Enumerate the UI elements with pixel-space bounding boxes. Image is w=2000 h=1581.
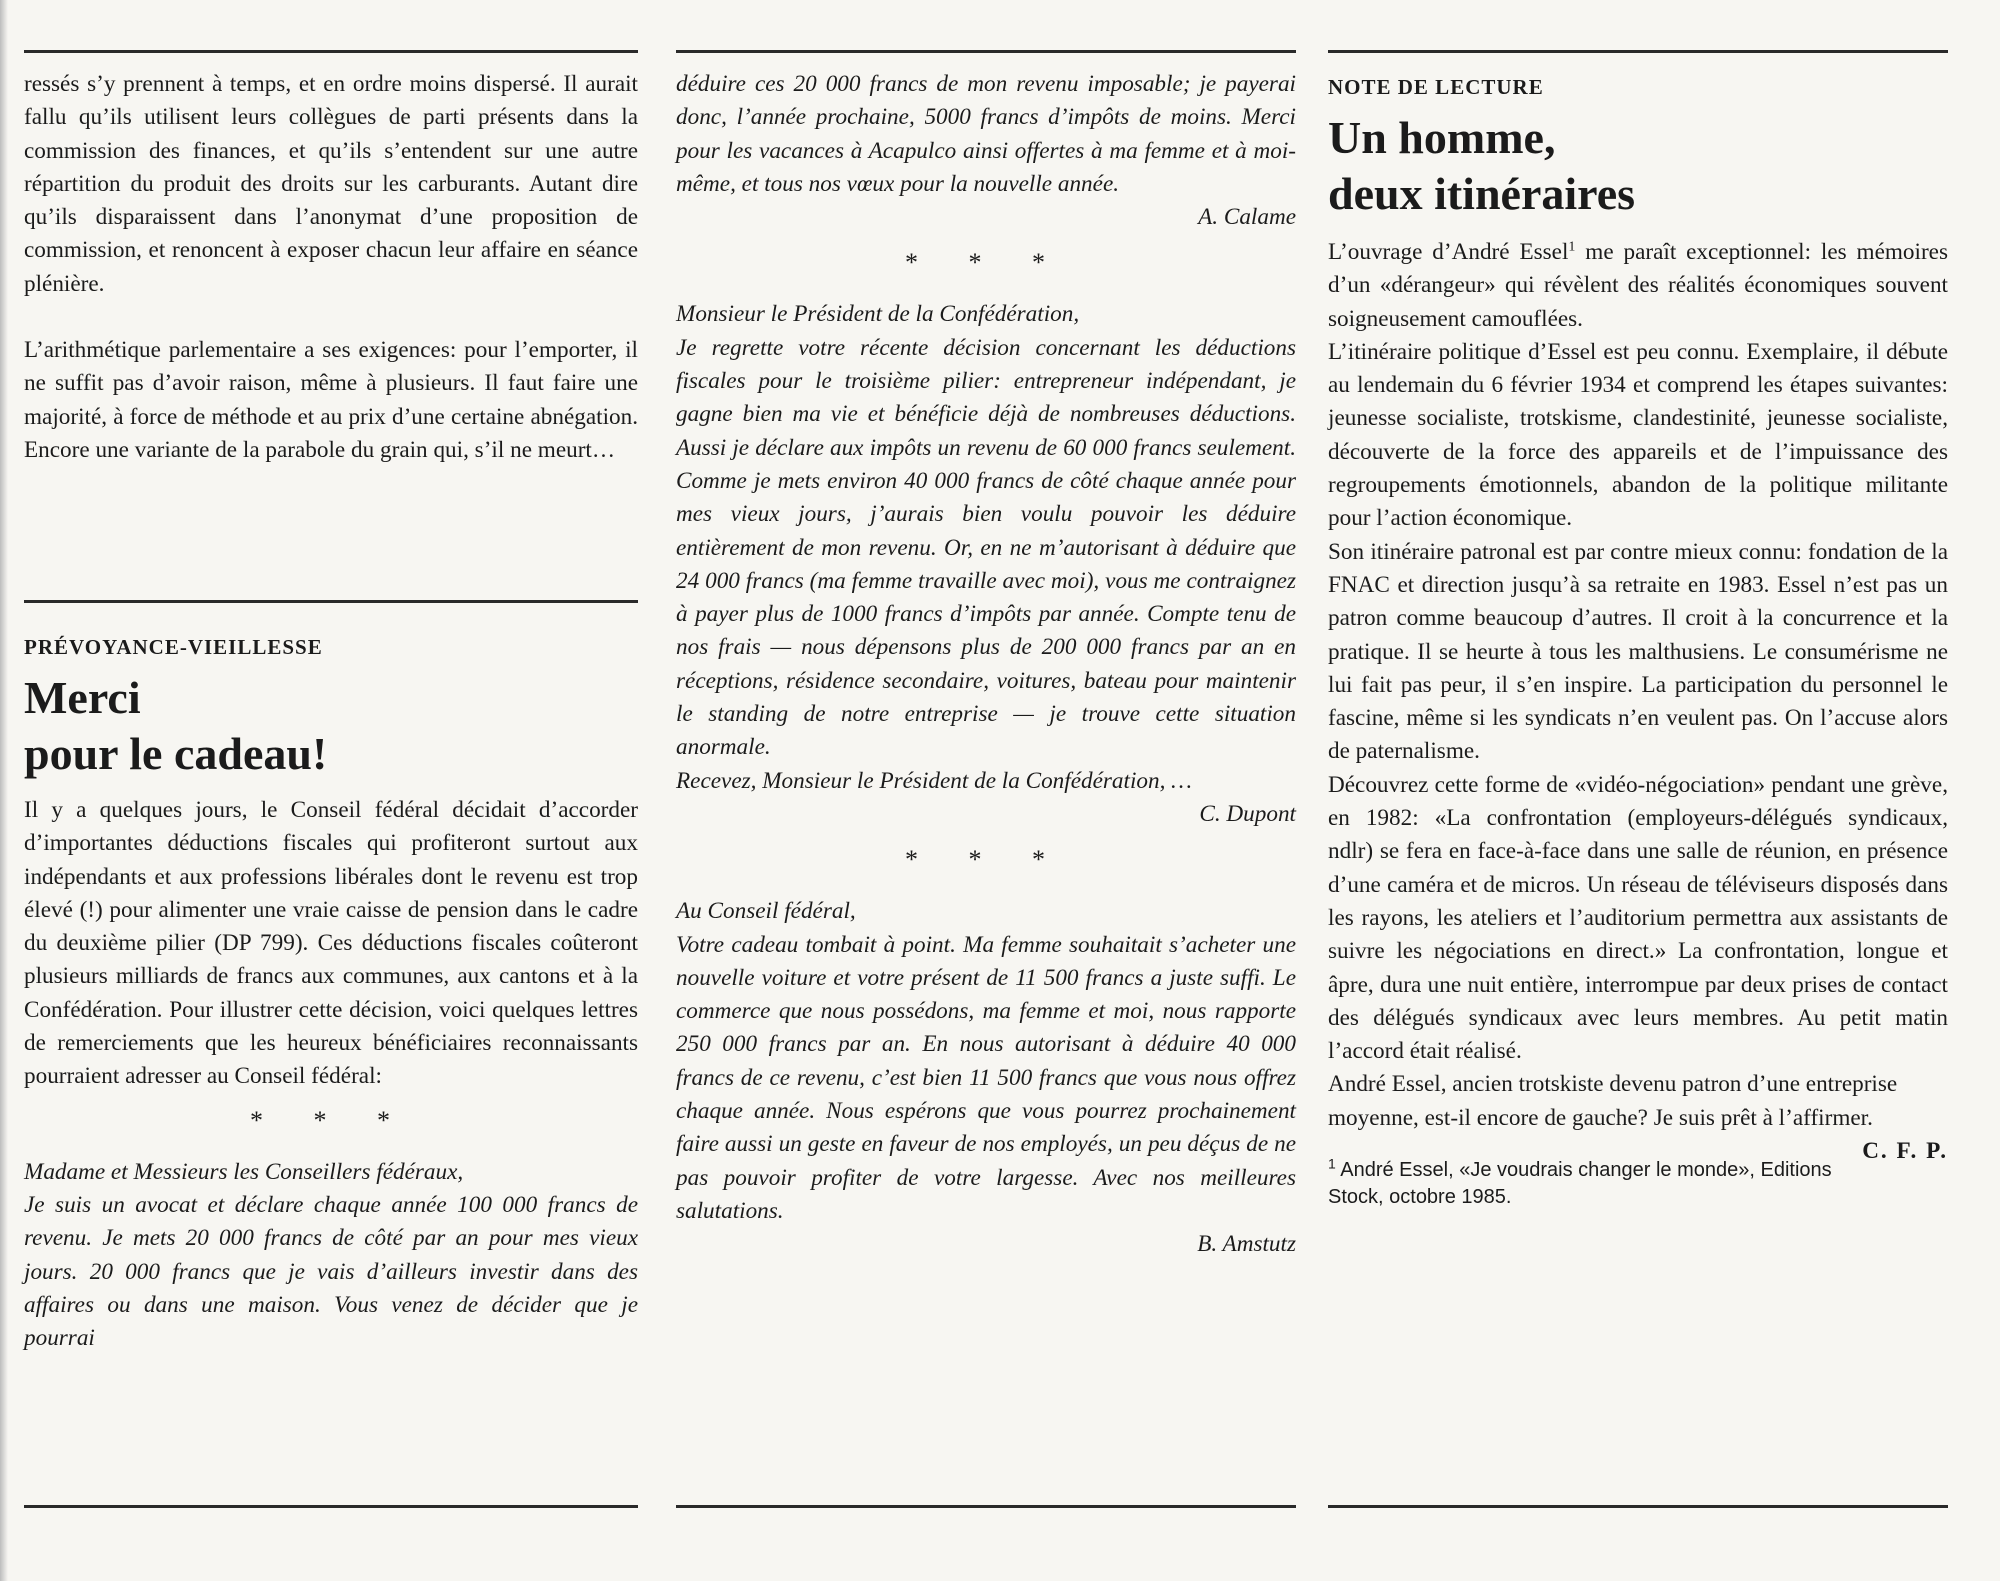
- text-run: me paraît exceptionnel: les mémoires d’un «dérangeur» qui révèlent des réalités économiques souvent soigneusement camouflées.: [1328, 239, 1948, 332]
- article-merci-pour-le-cadeau: [24, 632, 638, 1355]
- headline-line-1: Merci: [24, 672, 141, 723]
- paragraph: Son itinéraire patronal est par contre mieux connu: fondation de la FNAC et direction jusqu’à sa retraite en 1983. Essel n’est pas un patron comme beaucoup d’autres. Il croit à la concurrence et la pratique. Il se heurte à tous les malthusiens. Le consumérisme ne lui fait pas peur, il s’en inspire. La participation du personnel le fascine, même si les syndicats n’en veulent pas. On l’accuse alors de paternalisme.: [1328, 538, 1948, 765]
- footnote-ref: 1: [1568, 239, 1576, 255]
- text-run: André Essel, ancien trotskiste devenu patron d’une entreprise moyenne, est-il encore de gauche? Je suis prêt à l’affirmer.: [1328, 1071, 1898, 1131]
- letter-salutation: Au Conseil fédéral,: [676, 898, 856, 925]
- letter-closing: Recevez, Monsieur le Président de la Confédération, …: [676, 767, 1192, 794]
- letter-salutation: Madame et Messieurs les Conseillers fédéraux,: [24, 1158, 464, 1185]
- article-headline: [24, 670, 638, 782]
- paragraph: L’itinéraire politique d’Essel est peu connu. Exemplaire, il débute au lendemain du 6 février 1934 et comprend les étapes suivantes: jeunesse socialiste, trotskisme, clandestinité, jeunesse socialiste, découverte de la force des appareils et de l’impuissance des regroupements émotionnels, abandon de la politique militante pour l’action économique.: [1328, 338, 1948, 532]
- letters-continued: [676, 68, 1296, 1262]
- headline-line-2: deux itinéraires: [1328, 168, 1636, 219]
- letter-body: Je suis un avocat et déclare chaque année 100 000 francs de revenu. Je mets 20 000 francs de côté par an pour mes vieux jours. 20 000 francs que je vais d’ailleurs investir dans des affaires ou dans une maison. Vous venez de décider que je pourrai: [24, 1191, 638, 1352]
- bottom-rule: [1328, 1505, 1948, 1508]
- top-rule: [676, 50, 1296, 53]
- letter-salutation: Monsieur le Président de la Confédération,: [676, 301, 1080, 328]
- letter-body: Votre cadeau tombait à point. Ma femme souhaitait s’acheter une nouvelle voiture et votre présent de 11 500 francs a juste suffi. Le commerce que nous possédons, ma femme et moi, nous rapporte 250 000 francs par an. En nous autorisant à déduire 40 000 francs de ce revenu, c’est bien 11 500 francs que vous nous offrez chaque année. Nous espérons que vous pourrez prochainement faire aussi un geste en faveur de nos employés, un peu déçus de ne pas pouvoir profiter de votre largesse. Avec nos meilleures salutations.: [676, 931, 1296, 1224]
- footnote-text: André Essel, «Je voudrais changer le monde», Editions Stock, octobre 1985.: [1328, 1159, 1832, 1209]
- top-rule: [1328, 50, 1948, 53]
- footnote-number: 1: [1328, 1155, 1336, 1172]
- separator-stars: * * *: [250, 1105, 412, 1135]
- article-kicker: PRÉVOYANCE-VIEILLESSE: [24, 635, 323, 659]
- letter-signature: B. Amstutz: [1197, 1231, 1296, 1258]
- article-un-homme-deux-itineraires: [1328, 72, 1948, 1211]
- bottom-rule: [676, 1505, 1296, 1508]
- separator-stars: * * *: [905, 248, 1067, 278]
- headline-line-1: Un homme,: [1328, 112, 1556, 163]
- paragraph-with-signature: [1328, 1068, 1948, 1165]
- author-signature: C. F. P.: [1862, 1138, 1948, 1165]
- paragraph: [1328, 236, 1948, 336]
- letter-signature: C. Dupont: [1199, 800, 1296, 827]
- separator-stars: * * *: [905, 845, 1067, 875]
- top-rule: [24, 50, 638, 53]
- paragraph: L’arithmétique parlementaire a ses exigences: pour l’emporter, il ne suffit pas d’avoir raison, même à plusieurs. Il faut faire une majorité, à force de méthode et au prix d’une certaine abnégation. Encore une variante de la parabole du grain qui, s’il ne meurt…: [24, 337, 638, 463]
- section-divider: [24, 600, 638, 603]
- letter-body: Je regrette votre récente décision concernant les déductions fiscales pour le troisième pilier: entrepreneur indépendant, je gagne bien ma vie et bénéficie déjà de nombreuses déductions. Aussi je déclare aux impôts un revenu de 60 000 francs seulement. Comme je mets environ 40 000 francs de côté chaque année pour mes vieux jours, j’aurais bien voulu pouvoir les déduire entièrement de mon revenu. Or, en ne m’autorisant à déduire que 24 000 francs (ma femme travaille avec moi), vous me contraignez à payer plus de 1000 francs d’impôts par année. Compte tenu de nos frais — nous dépensons plus de 200 000 francs par an en réceptions, résidence secondaire, voitures, bateau pour maintenir le standing de notre entreprise — je trouve cette situation anormale.: [676, 334, 1296, 761]
- scan-edge-shadow: [0, 0, 8, 1581]
- paragraph: Découvrez cette forme de «vidéo-négociation» pendant une grève, en 1982: «La confrontation (employeurs-délégués syndicaux, ndlr) se fera en face-à-face dans une salle de réunion, en présence d’une caméra et de micros. Un réseau de téléviseurs disposés dans les rayons, les ateliers et l’auditorium permettra aux assistants de suivre les négociations en direct.» La confrontation, longue et âpre, dura une nuit entière, interrompue par deux prises de contact des délégués syndicaux avec leurs membres. Au petit matin l’accord était réalisé.: [1328, 771, 1948, 1065]
- text-run: L’ouvrage d’André Essel: [1328, 239, 1569, 265]
- footnote: [1328, 1157, 1948, 1211]
- bottom-rule: [24, 1505, 638, 1508]
- article-intro: Il y a quelques jours, le Conseil fédéral décidait d’accorder d’importantes déductions fiscales qui profiteront surtout aux indépendants et aux professions libérales dont le revenu est trop élevé (!) pour alimenter une vraie caisse de pension dans le cadre du deuxième pilier (DP 799). Ces déductions fiscales coûteront plusieurs milliards de francs aux communes, aux cantons et à la Confédération. Pour illustrer cette décision, voici quelques lettres de remerciements que les heureux bénéficiaires reconnaissants pourraient adresser au Conseil fédéral:: [24, 797, 638, 1090]
- previous-article-continuation: [24, 68, 638, 467]
- letter-signature: A. Calame: [1198, 204, 1296, 231]
- paragraph: ressés s’y prennent à temps, et en ordre moins dispersé. Il aurait fallu qu’ils utilisent leurs collègues de parti présents dans la commission des finances, et qu’ils s’entendent sur une autre répartition du produit des droits sur les carburants. Autant dire qu’ils disparaissent dans l’anonymat d’une proposition de commission, et renoncent à exposer chacun leur affaire en séance plénière.: [24, 71, 638, 297]
- headline-line-2: pour le cadeau!: [24, 728, 328, 779]
- article-kicker: NOTE DE LECTURE: [1328, 75, 1544, 99]
- article-headline: [1328, 110, 1948, 222]
- letter-body-continued: déduire ces 20 000 francs de mon revenu imposable; je payerai donc, l’année prochaine, 5000 francs d’impôts de moins. Merci pour les vacances à Acapulco ainsi offertes à ma femme et à moi-même, et tous nos vœux pour la nouvelle année.: [676, 71, 1296, 197]
